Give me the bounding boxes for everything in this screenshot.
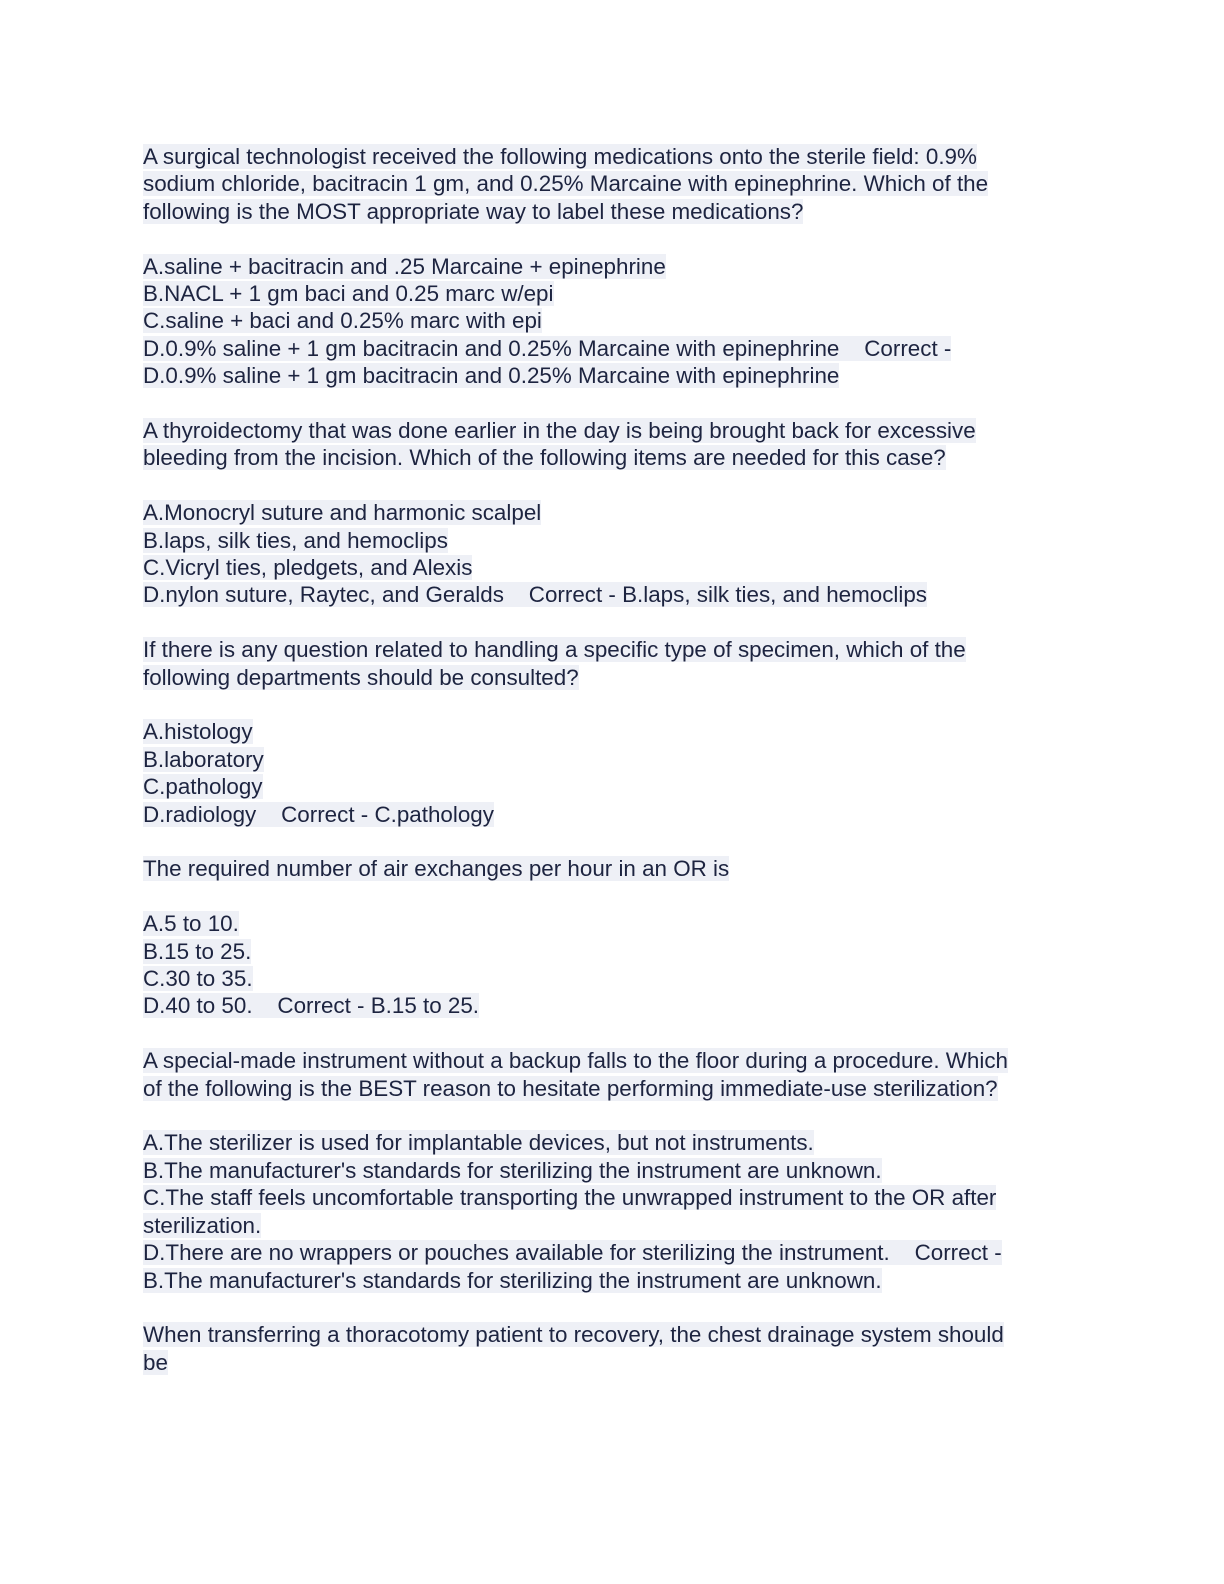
spacer: [143, 828, 1073, 855]
answer-option: C.30 to 35.: [143, 966, 253, 992]
question-text-line: following departments should be consulted?: [143, 664, 579, 690]
question-text-line: A special-made instrument without a backup falls to the floor during a procedure. Which: [143, 1048, 1008, 1074]
answer-option: B.NACL + 1 gm baci and 0.25 marc w/epi: [143, 281, 554, 307]
question-block: [143, 1047, 1073, 1294]
answer-option: D.40 to 50. Correct - B.15 to 25.: [143, 993, 480, 1019]
answer-option: C.Vicryl ties, pledgets, and Alexis: [143, 555, 473, 581]
question-text-line: The required number of air exchanges per hour in an OR is: [143, 856, 730, 882]
document-page: [143, 143, 1073, 1376]
question-text-line: A surgical technologist received the following medications onto the sterile field: 0.9%: [143, 144, 977, 169]
answer-option: D.0.9% saline + 1 gm bacitracin and 0.25% Marcaine with epinephrine: [143, 363, 840, 389]
spacer: [143, 1102, 1073, 1129]
answer-option: B.15 to 25.: [143, 938, 252, 964]
answer-option: B.laboratory: [143, 746, 264, 772]
answer-option: B.The manufacturer's standards for sterilizing the instrument are unknown.: [143, 1267, 882, 1293]
answer-option: C.saline + baci and 0.25% marc with epi: [143, 308, 542, 334]
answer-option: A.The sterilizer is used for implantable devices, but not instruments.: [143, 1130, 814, 1156]
answer-option: A.saline + bacitracin and .25 Marcaine + epinephrine: [143, 253, 666, 279]
answer-option: B.laps, silk ties, and hemoclips: [143, 527, 448, 553]
question-block: [143, 1321, 1073, 1376]
spacer: [143, 1020, 1073, 1047]
answer-option: B.The manufacturer's standards for sterilizing the instrument are unknown.: [143, 1157, 882, 1183]
question-block: [143, 855, 1073, 1019]
question-text-line: A thyroidectomy that was done earlier in the day is being brought back for excessive: [143, 418, 976, 444]
question-text-line: following is the MOST appropriate way to label these medications?: [143, 198, 804, 224]
question-block: [143, 143, 1073, 390]
answer-option: D.0.9% saline + 1 gm bacitracin and 0.25% Marcaine with epinephrine Correct -: [143, 335, 952, 361]
spacer: [143, 1294, 1073, 1321]
answer-option: C.The staff feels uncomfortable transporting the unwrapped instrument to the OR after: [143, 1185, 997, 1211]
answer-option: D.nylon suture, Raytec, and Geralds Correct - B.laps, silk ties, and hemoclips: [143, 582, 928, 608]
question-text-line: of the following is the BEST reason to hesitate performing immediate-use sterilization?: [143, 1075, 998, 1101]
question-text-line: If there is any question related to handling a specific type of specimen, which of the: [143, 637, 966, 663]
spacer: [143, 472, 1073, 499]
question-text-line: bleeding from the incision. Which of the following items are needed for this case?: [143, 445, 946, 471]
question-text-line: sodium chloride, bacitracin 1 gm, and 0.25% Marcaine with epinephrine. Which of the: [143, 171, 989, 197]
answer-option: D.radiology Correct - C.pathology: [143, 801, 494, 827]
question-text-line: be: [143, 1349, 168, 1375]
question-block: [143, 636, 1073, 828]
answer-option: C.pathology: [143, 774, 263, 800]
spacer: [143, 390, 1073, 417]
spacer: [143, 883, 1073, 910]
question-block: [143, 417, 1073, 609]
answer-option: A.5 to 10.: [143, 911, 239, 937]
answer-option: D.There are no wrappers or pouches available for sterilizing the instrument. Correct -: [143, 1240, 1002, 1266]
spacer: [143, 609, 1073, 636]
spacer: [143, 691, 1073, 718]
answer-option: sterilization.: [143, 1212, 262, 1238]
answer-option: A.histology: [143, 719, 253, 745]
spacer: [143, 225, 1073, 252]
question-text-line: When transferring a thoracotomy patient to recovery, the chest drainage system should: [143, 1322, 1004, 1348]
answer-option: A.Monocryl suture and harmonic scalpel: [143, 500, 542, 526]
